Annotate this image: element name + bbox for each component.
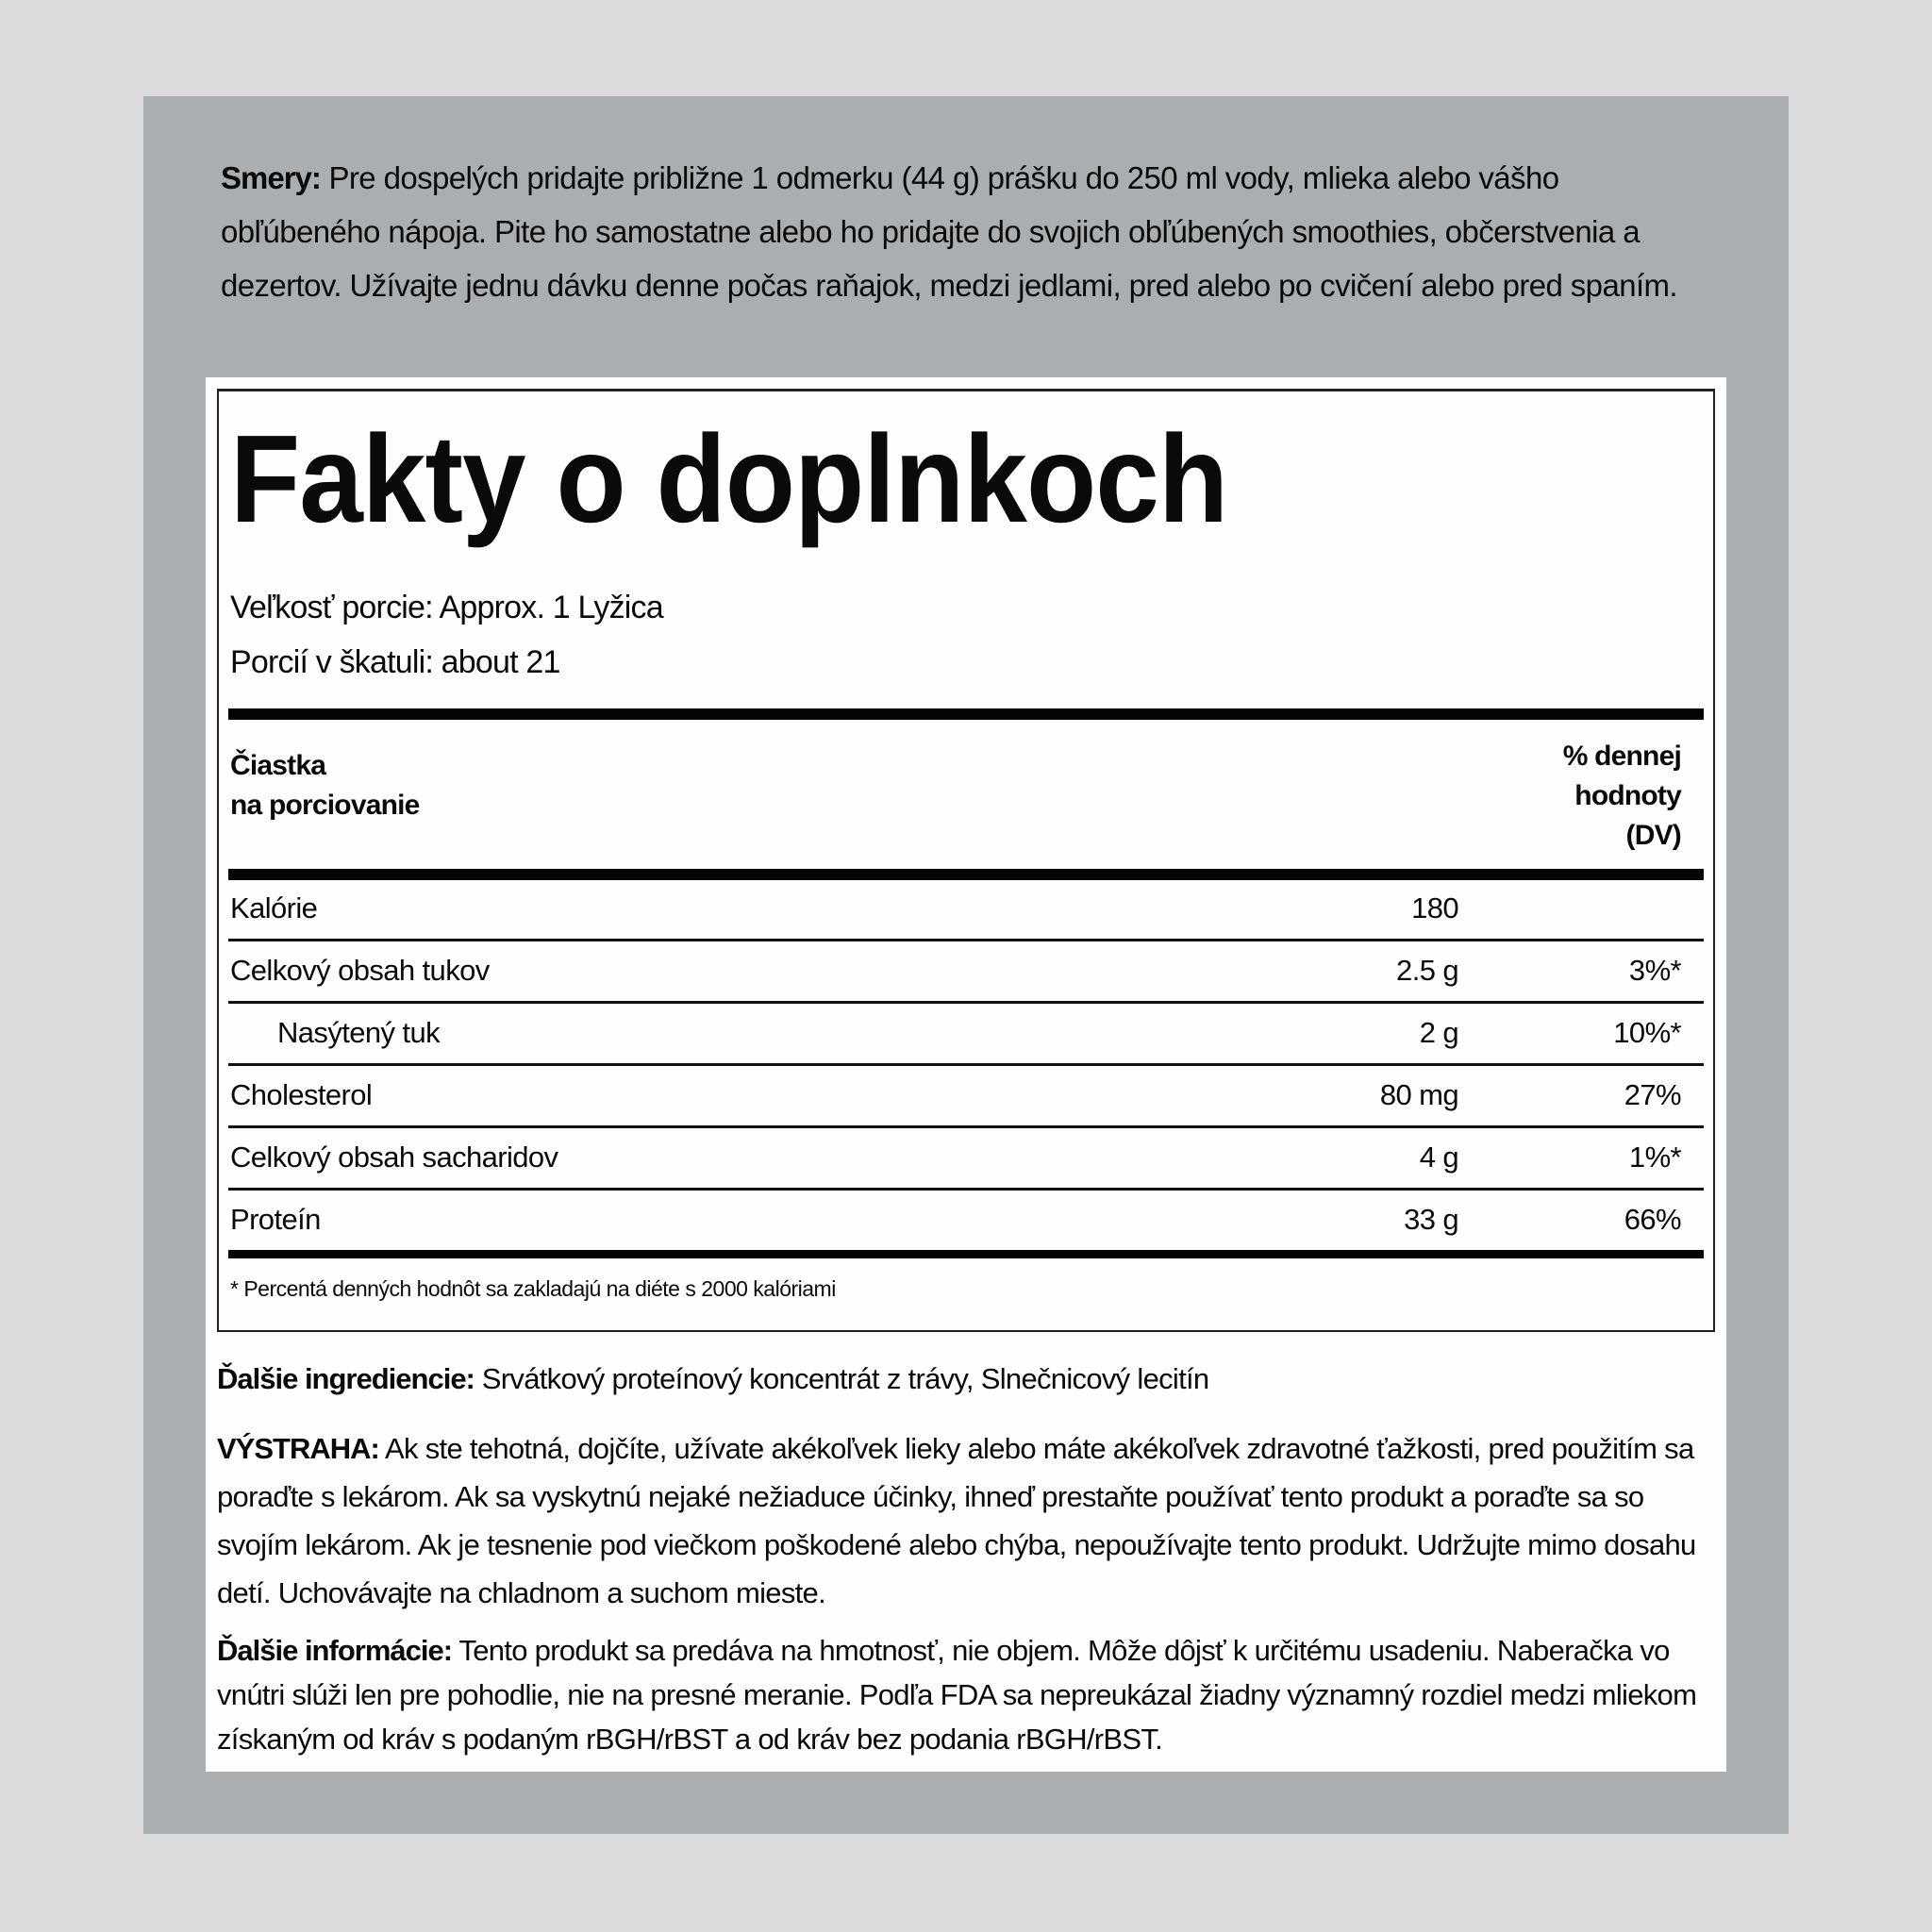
nutrient-row — [230, 942, 1702, 1005]
nutrient-row — [230, 1067, 1702, 1129]
nutrient-amount: 2.5 g — [1396, 954, 1458, 987]
nutrient-name: Nasýtený tuk — [277, 1016, 440, 1049]
row-divider — [228, 1063, 1704, 1066]
nutrient-row — [230, 1129, 1702, 1191]
nutrient-amount: 180 — [1411, 891, 1458, 924]
nutrient-dv: 10%* — [1613, 1016, 1681, 1049]
other-ingredients — [217, 1358, 1707, 1400]
additional-info-label: Ďalšie informácie: — [217, 1634, 453, 1667]
nutrient-row — [230, 880, 1702, 942]
thick-divider — [228, 708, 1704, 720]
header-right-line: % dennej — [1562, 741, 1681, 772]
directions-paragraph — [221, 151, 1711, 312]
nutrient-name: Cholesterol — [230, 1078, 373, 1111]
other-ingredients-label: Ďalšie ingrediencie: — [217, 1362, 475, 1395]
thick-divider — [228, 1250, 1704, 1258]
nutrient-amount: 4 g — [1419, 1141, 1458, 1174]
daily-value-footnote: * Percentá denných hodnôt sa zakladajú na diéte s 2000 kalóriami — [230, 1276, 836, 1301]
nutrient-amount: 33 g — [1404, 1203, 1458, 1236]
supplement-facts-box — [217, 389, 1715, 1332]
nutrient-name: Celkový obsah sacharidov — [230, 1141, 558, 1174]
nutrient-dv: 1%* — [1628, 1141, 1681, 1174]
header-left-line: Čiastka — [230, 750, 326, 781]
additional-info-paragraph — [217, 1628, 1707, 1761]
additional-info-text: Tento produkt sa predáva na hmotnosť, nie objem. Môže dôjsť k určitému usadeniu. Naberačka vo vnútri slúži len pre pohodlie, nie na presné meranie. Podľa FDA sa nepreukázal žiadny významný rozdiel medzi mliekom získaným od kráv s podaným rBGH/rBST a od kráv bez podania rBGH/rBST. — [217, 1634, 1697, 1756]
row-divider — [228, 939, 1704, 941]
nutrient-amount: 80 mg — [1379, 1078, 1458, 1111]
nutrient-amount: 2 g — [1419, 1016, 1458, 1049]
daily-value-header — [1563, 737, 1681, 856]
thick-divider — [228, 869, 1704, 880]
row-divider — [228, 1188, 1704, 1191]
warning-text: Ak ste tehotná, dojčíte, užívate akékoľvek lieky alebo máte akékoľvek zdravotné ťažkosti, pred použitím sa poraďte s lekárom. Ak sa vyskytnú nejaké nežiaduce účinky, ihneď prestaňte používať tento produkt a poraďte sa so svojím lekárom. Ak je tesnenie pod viečkom poškodené alebo chýba, nepoužívajte tento produkt. Udržujte mimo dosahu detí. Uchovávajte na chladnom a suchom mieste. — [217, 1432, 1696, 1609]
nutrient-dv: 66% — [1624, 1203, 1681, 1236]
warning-paragraph — [217, 1424, 1707, 1617]
nutrient-name: Proteín — [230, 1203, 321, 1236]
header-right-line: hodnoty — [1574, 780, 1681, 811]
header-left-line: na porciovanie — [230, 790, 420, 821]
row-divider — [228, 1001, 1704, 1004]
servings-per-container: Porcií v škatuli: about 21 — [230, 644, 560, 680]
row-divider — [228, 1125, 1704, 1128]
other-ingredients-text: Srvátkový proteínový koncentrát z trávy, Slnečnicový lecitín — [474, 1362, 1209, 1395]
nutrient-name: Celkový obsah tukov — [230, 954, 490, 987]
warning-label: VÝSTRAHA: — [217, 1432, 379, 1465]
nutrient-dv: 27% — [1624, 1078, 1681, 1111]
serving-size: Veľkosť porcie: Approx. 1 Lyžica — [230, 590, 663, 625]
label-card — [206, 377, 1726, 1772]
nutrient-row — [230, 1191, 1702, 1254]
directions-text: Pre dospelých pridajte približne 1 odmerku (44 g) prášku do 250 ml vody, mlieka alebo vášho obľúbeného nápoja. Pite ho samostatne alebo ho pridajte do svojich obľúbených smoothies, občerstvenia a dezertov. Užívajte jednu dávku denne počas raňajok, medzi jedlami, pred alebo po cvičení alebo pred spaním. — [221, 160, 1677, 303]
nutrient-name: Kalórie — [230, 891, 318, 924]
amount-per-serving-header — [230, 746, 420, 825]
facts-title: Fakty o doplnkoch — [230, 409, 1228, 548]
nutrient-dv: 3%* — [1628, 954, 1681, 987]
header-right-line: (DV) — [1625, 820, 1681, 851]
nutrient-row — [230, 1005, 1702, 1067]
directions-label: Smery: — [221, 160, 321, 195]
